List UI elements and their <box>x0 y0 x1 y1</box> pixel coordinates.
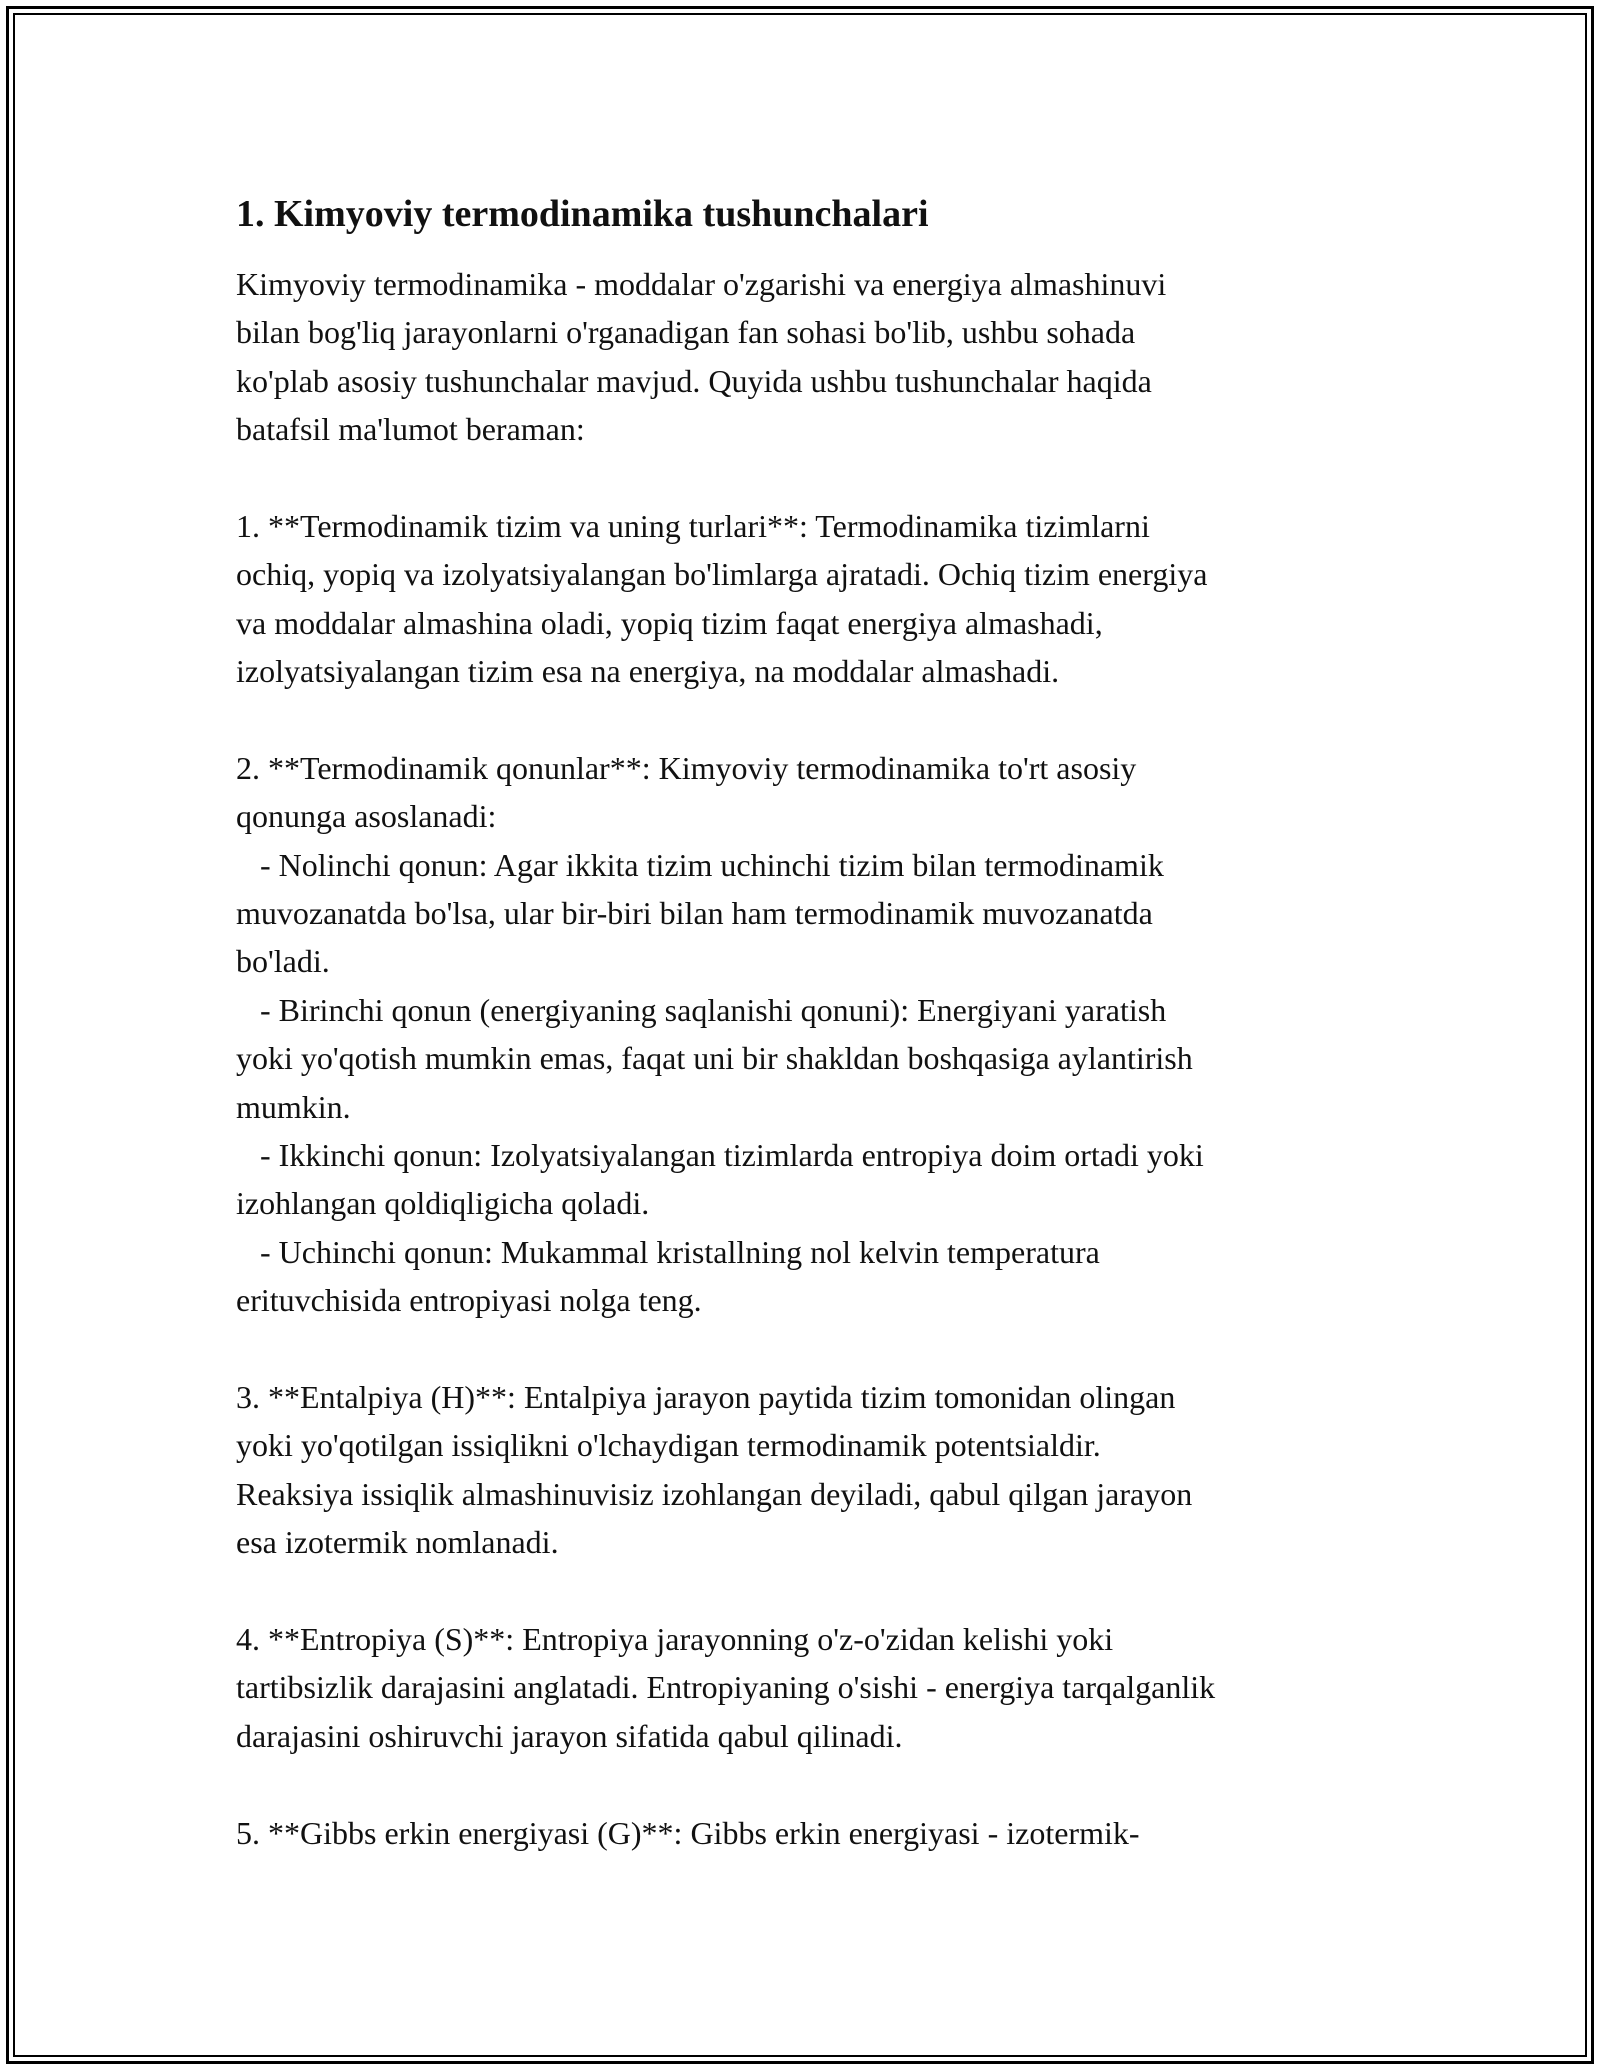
text-line: izohlangan qoldiqligicha qoladi. <box>236 1185 650 1222</box>
text-line: yoki yo'qotish mumkin emas, faqat uni bir shakldan boshqasiga aylantirish <box>236 1040 1193 1077</box>
text-line: 2. **Termodinamik qonunlar**: Kimyoviy termodinamika to'rt asosiy <box>236 749 1137 786</box>
text-line: muvozanatda bo'lsa, ular bir-biri bilan ham termodinamik muvozanatda <box>236 895 1153 932</box>
text-line: erituvchisida entropiyasi nolga teng. <box>236 1282 702 1319</box>
text-line: 3. **Entalpiya (H)**: Entalpiya jarayon paytida tizim tomonidan olingan <box>236 1378 1176 1415</box>
text-line: Reaksiya issiqlik almashinuvisiz izohlangan deyiladi, qabul qilgan jarayon <box>236 1475 1193 1512</box>
text-line: bilan bog'liq jarayonlarni o'rganadigan fan sohasi bo'lib, ushbu sohada <box>236 314 1136 351</box>
text-line: Kimyoviy termodinamika - moddalar o'zgarishi va energiya almashinuvi <box>236 266 1167 302</box>
text-line: bo'ladi. <box>236 943 330 980</box>
document-title: 1. Kimyoviy termodinamika tushunchalari <box>236 193 929 235</box>
text-line: 5. **Gibbs erkin energiyasi (G)**: Gibbs erkin energiyasi - izotermik- <box>236 1814 1140 1851</box>
text-line: ochiq, yopiq va izolyatsiyalangan bo'limlarga ajratadi. Ochiq tizim energiya <box>236 556 1208 593</box>
text-line: - Birinchi qonun (energiyaning saqlanishi qonuni): Energiyani yaratish <box>236 991 1167 1028</box>
blank-line <box>236 1567 1386 1615</box>
text-line: 4. **Entropiya (S)**: Entropiya jarayonning o'z-o'zidan kelishi yoki <box>236 1620 1114 1657</box>
text-line: qonunga asoslanadi: <box>236 798 497 835</box>
text-line: va moddalar almashina oladi, yopiq tizim faqat energiya almashadi, <box>236 604 1103 641</box>
document-page <box>236 190 1386 1857</box>
text-line: tartibsizlik darajasini anglatadi. Entropiyaning o'sishi - energiya tarqalganlik <box>236 1669 1216 1706</box>
blank-line <box>236 696 1386 744</box>
text-line: yoki yo'qotilgan issiqlikni o'lchaydigan termodinamik potentsialdir. <box>236 1427 1101 1464</box>
text-line: - Uchinchi qonun: Mukammal kristallning nol kelvin temperatura <box>236 1233 1100 1270</box>
blank-line <box>236 1760 1386 1808</box>
text-line: mumkin. <box>236 1088 351 1125</box>
text-line: darajasini oshiruvchi jarayon sifatida qabul qilinadi. <box>236 1717 903 1754</box>
text-line: ko'plab asosiy tushunchalar mavjud. Quyida ushbu tushunchalar haqida <box>236 362 1152 399</box>
text-line: - Nolinchi qonun: Agar ikkita tizim uchinchi tizim bilan termodinamik <box>236 846 1164 883</box>
blank-line <box>236 454 1386 502</box>
text-line: 1. **Termodinamik tizim va uning turlari**: Termodinamika tizimlarni <box>236 507 1150 544</box>
text-line: izolyatsiyalangan tizim esa na energiya, na moddalar almashadi. <box>236 653 1060 690</box>
text-line: - Ikkinchi qonun: Izolyatsiyalangan tizimlarda entropiya doim ortadi yoki <box>236 1137 1204 1174</box>
text-line: esa izotermik nomlanadi. <box>236 1524 559 1561</box>
text-line: batafsil ma'lumot beraman: <box>236 411 585 448</box>
blank-line <box>236 1325 1386 1373</box>
document-body <box>236 260 1386 1857</box>
